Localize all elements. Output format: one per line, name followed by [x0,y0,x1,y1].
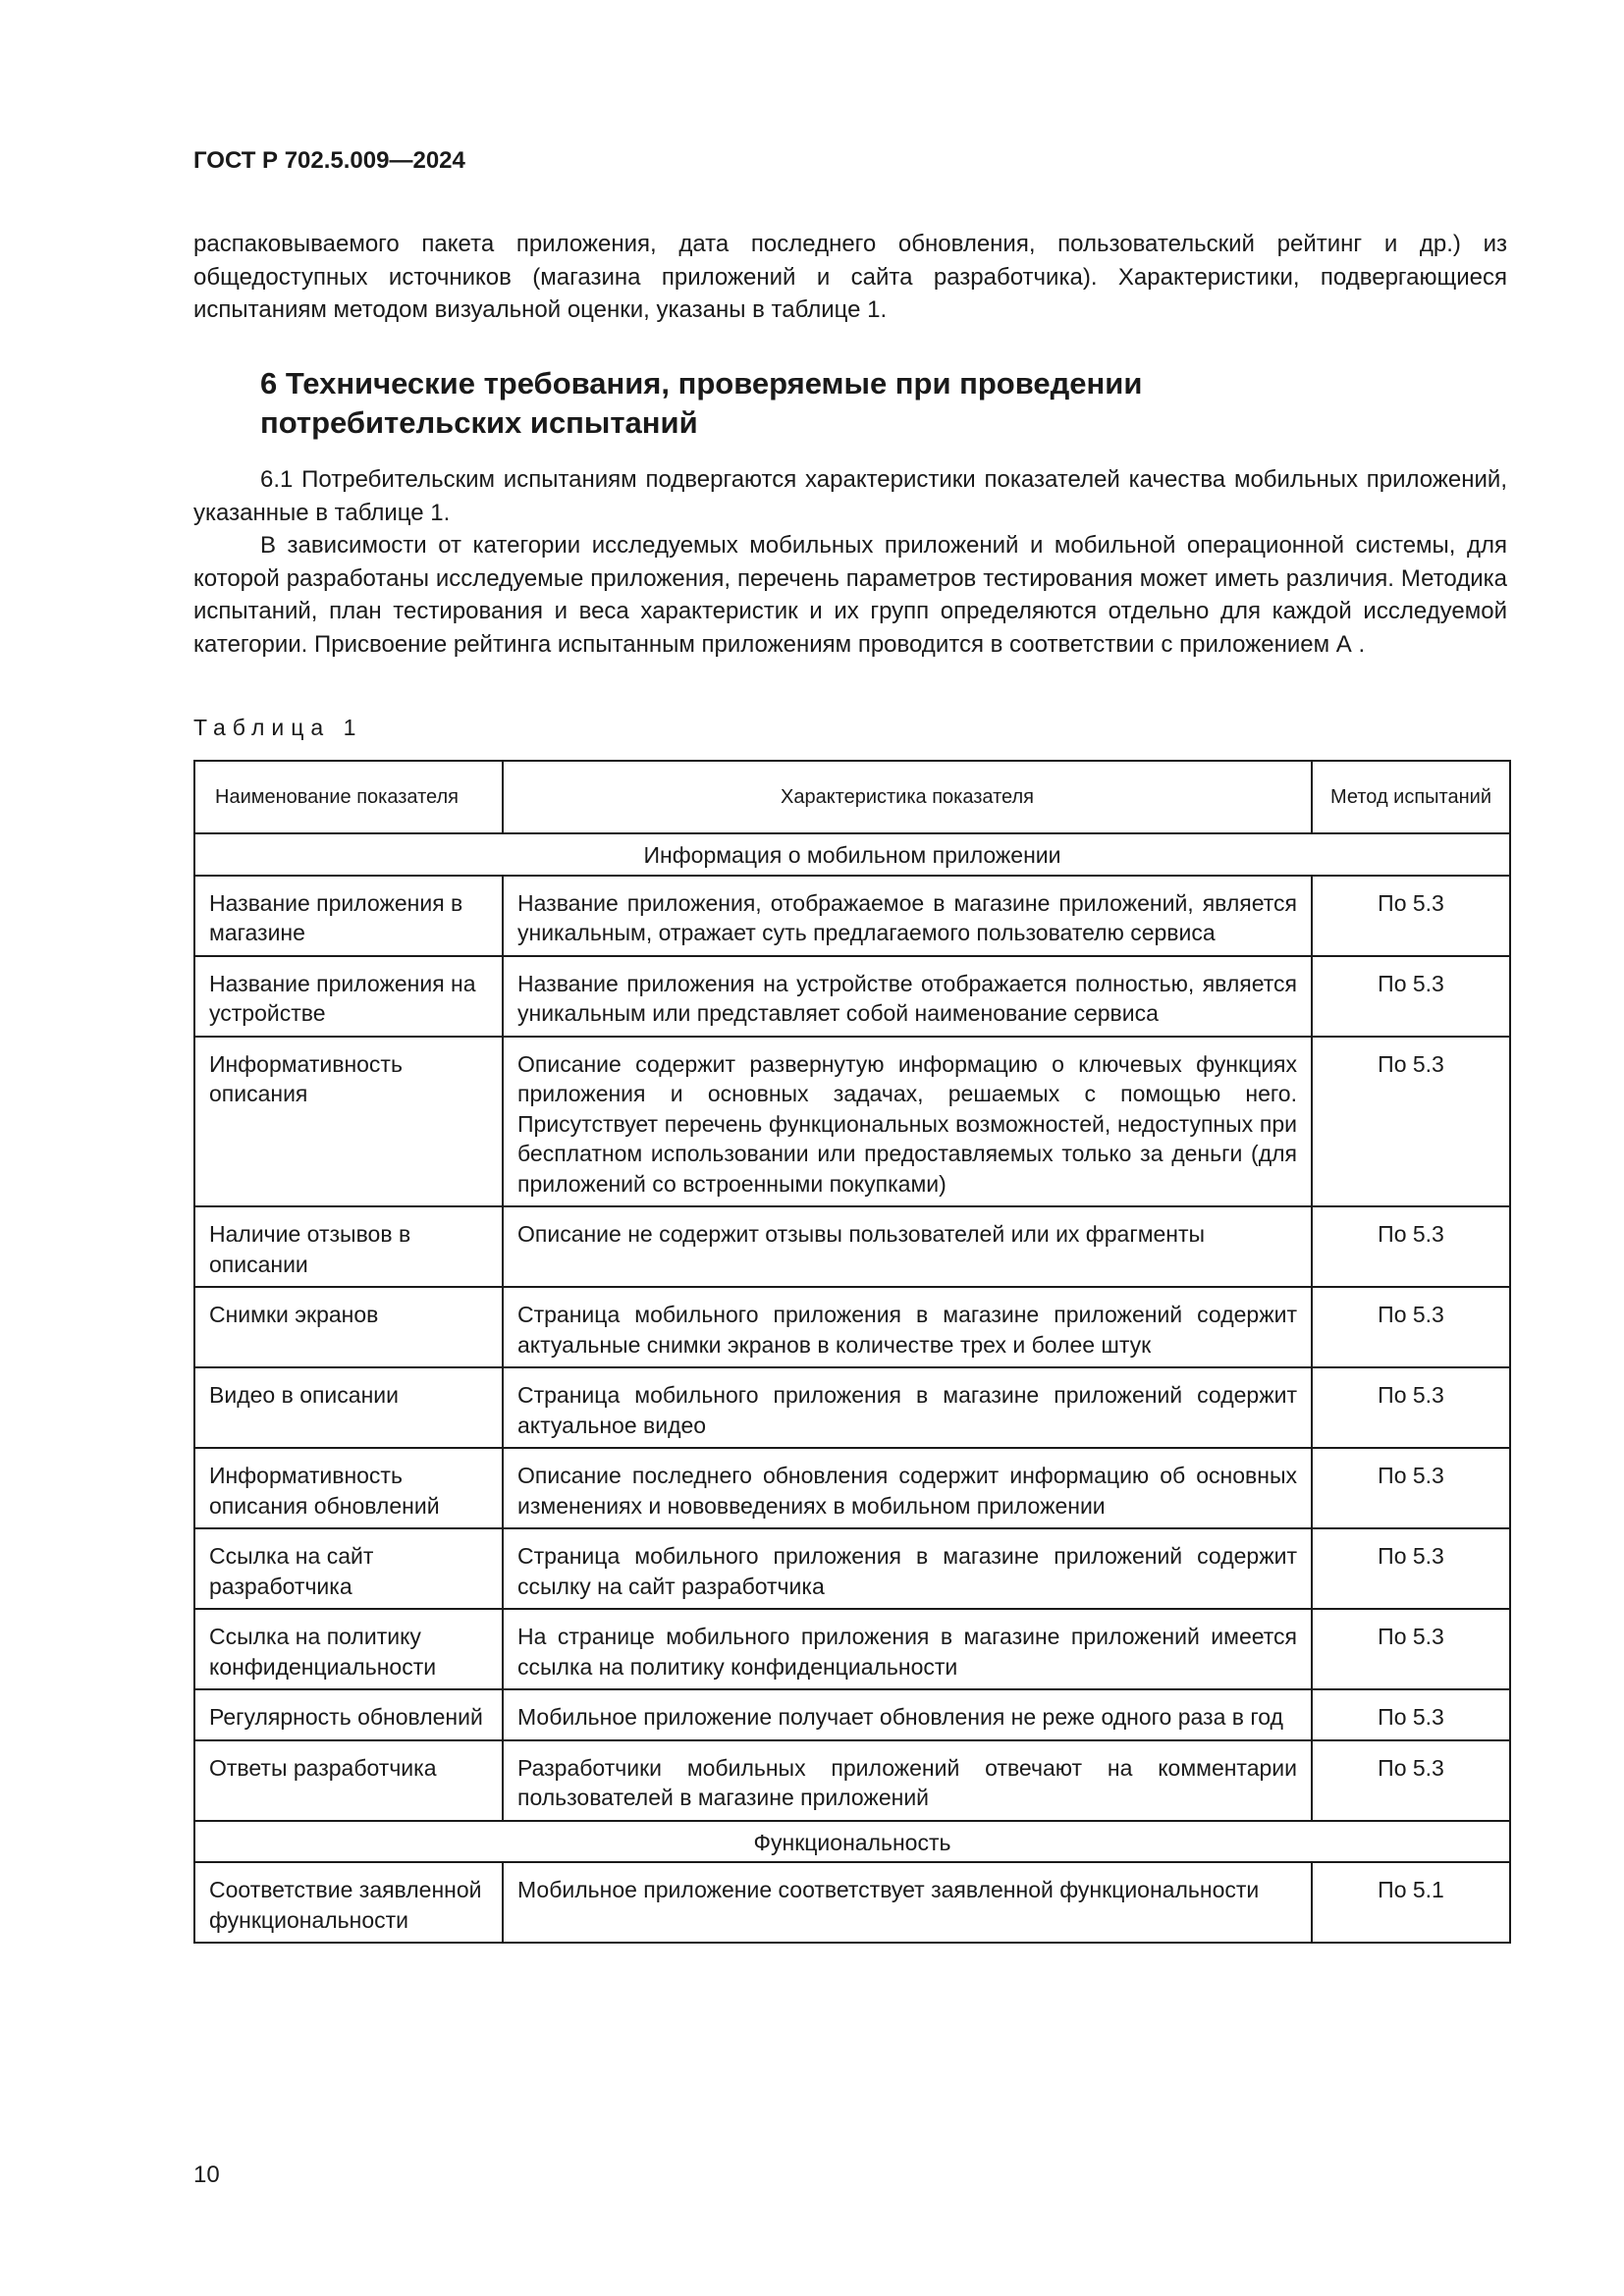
test-method: По 5.3 [1312,1689,1510,1740]
test-method: По 5.3 [1312,1528,1510,1609]
table-row [194,1689,1510,1740]
table-caption: Таблица 1 [193,715,363,740]
test-method: По 5.3 [1312,1367,1510,1448]
indicator-name: Соответствие заявленной функциональности [194,1862,503,1943]
group-row [194,833,1510,876]
indicator-name: Информативность описания [194,1037,503,1207]
table-row [194,1528,1510,1609]
table-row [194,876,1510,956]
indicator-characteristic: Описание содержит развернутую информацию о ключевых функциях приложения и основных задачах, решаемых с помощью него. Присутствует перечень функциональных возможностей, недоступных при бесплатном использовании или предоставляемых только за деньги (для приложений со встроенными покупками) [503,1037,1312,1207]
header-characteristic: Характеристика показателя [503,761,1312,833]
group-row [194,1821,1510,1863]
header-name: Наименование показателя [194,761,503,833]
section-paragraph-2: В зависимости от категории исследуемых мобильных приложений и мобильной операционной системы, для которой разработаны исследуемые приложения, перечень параметров тестирования может иметь различия. Методика испытаний, план тестирования и веса характеристик и их групп определяются отдельно для каждой исследуемой категории. Присвоение рейтинга испытанным приложениям проводится в соответствии с приложением А . [193,532,1507,658]
indicator-characteristic: Страница мобильного приложения в магазине приложений содержит актуальное видео [503,1367,1312,1448]
indicator-name: Информативность описания обновлений [194,1448,503,1528]
indicator-characteristic: Описание не содержит отзывы пользователей или их фрагменты [503,1206,1312,1287]
indicator-characteristic: Описание последнего обновления содержит информацию об основных изменениях и нововведениях в мобильном приложении [503,1448,1312,1528]
indicator-characteristic: Мобильное приложение получает обновления не реже одного раза в год [503,1689,1312,1740]
group-title: Функциональность [194,1821,1510,1863]
indicator-name: Ссылка на политику конфиденциальности [194,1609,503,1689]
indicator-characteristic: Название приложения, отображаемое в магазине приложений, является уникальным, отражает суть предлагаемого пользователю сервиса [503,876,1312,956]
indicator-name: Видео в описании [194,1367,503,1448]
document-header: ГОСТ Р 702.5.009—2024 [193,147,465,174]
quality-indicators-table [193,760,1511,1944]
table-row [194,1862,1510,1943]
indicator-characteristic: Страница мобильного приложения в магазине приложений содержит актуальные снимки экранов в количестве трех и более штук [503,1287,1312,1367]
table-row [194,1609,1510,1689]
indicator-name: Снимки экранов [194,1287,503,1367]
page-number: 10 [193,2162,220,2188]
header-method: Метод испытаний [1312,761,1510,833]
indicator-name: Ссылка на сайт разработчика [194,1528,503,1609]
test-method: По 5.3 [1312,956,1510,1037]
test-method: По 5.3 [1312,1609,1510,1689]
test-method: По 5.3 [1312,1740,1510,1821]
indicator-name: Название приложения на устройстве [194,956,503,1037]
indicator-characteristic: Мобильное приложение соответствует заявленной функциональности [503,1862,1312,1943]
intro-paragraph: распаковываемого пакета приложения, дата последнего обновления, пользовательский рейтинг и др.) из общедоступных источников (магазина приложений и сайта разработчика). Характеристики, подвергающиеся испытаниям методом визуальной оценки, указаны в таблице 1. [193,231,1507,323]
test-method: По 5.1 [1312,1862,1510,1943]
section-title-line2: потребительских испытаний [260,405,698,440]
indicator-name: Регулярность обновлений [194,1689,503,1740]
table-row [194,1287,1510,1367]
indicator-characteristic: Название приложения на устройстве отображается полностью, является уникальным или представляет собой наименование сервиса [503,956,1312,1037]
test-method: По 5.3 [1312,876,1510,956]
table-row [194,956,1510,1037]
table-row [194,1206,1510,1287]
table-row [194,1448,1510,1528]
indicator-characteristic: На странице мобильного приложения в магазине приложений имеется ссылка на политику конфиденциальности [503,1609,1312,1689]
indicator-characteristic: Страница мобильного приложения в магазине приложений содержит ссылку на сайт разработчика [503,1528,1312,1609]
section-title-line1: 6 Технические требования, проверяемые при проведении [260,366,1143,400]
test-method: По 5.3 [1312,1206,1510,1287]
section-paragraph-1: 6.1 Потребительским испытаниям подвергаются характеристики показателей качества мобильных приложений, указанные в таблице 1. [193,466,1507,526]
indicator-name: Название приложения в магазине [194,876,503,956]
indicator-characteristic: Разработчики мобильных приложений отвечают на комментарии пользователей в магазине приложений [503,1740,1312,1821]
test-method: По 5.3 [1312,1287,1510,1367]
test-method: По 5.3 [1312,1448,1510,1528]
indicator-name: Наличие отзывов в описании [194,1206,503,1287]
indicator-name: Ответы разработчика [194,1740,503,1821]
table-row [194,1367,1510,1448]
table-row [194,1740,1510,1821]
table-row [194,1037,1510,1207]
group-title: Информация о мобильном приложении [194,833,1510,876]
test-method: По 5.3 [1312,1037,1510,1207]
section-title [260,364,1438,443]
table-header-row [194,761,1510,833]
